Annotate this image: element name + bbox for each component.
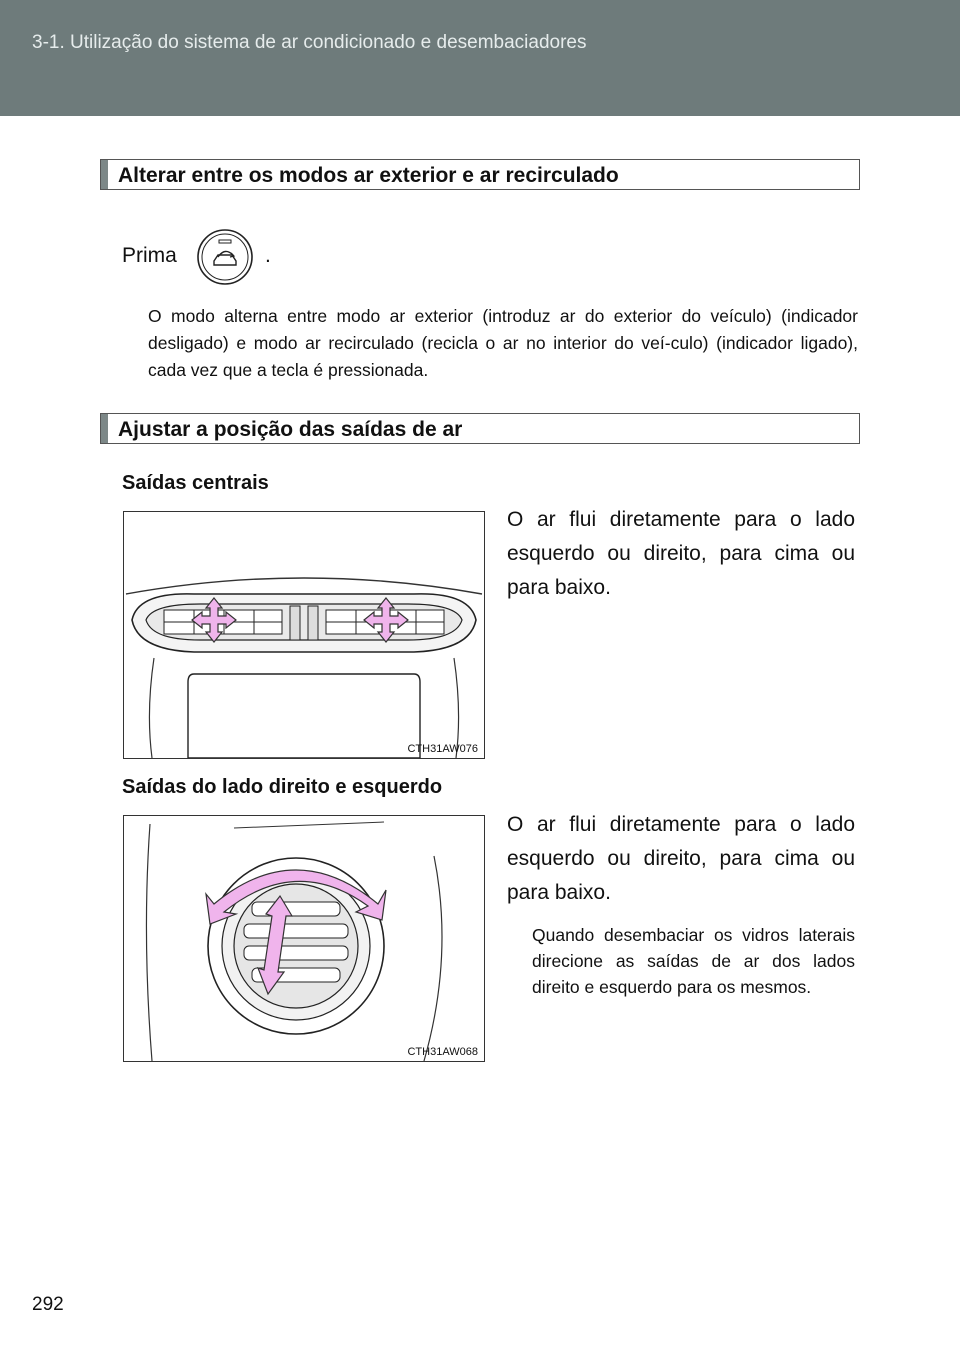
figure-code: CTH31AW068: [407, 1046, 478, 1058]
central-vents-description: O ar flui diretamente para o lado esquerdo ou direito, para cima ou para baixo.: [507, 508, 855, 599]
section-tab: [101, 414, 108, 443]
header-band: [0, 0, 960, 116]
section-heading-label: Ajustar a posição das saídas de ar: [118, 418, 463, 441]
prima-label: Prima: [122, 244, 177, 267]
recirculation-button-icon: [196, 228, 254, 286]
central-vents-illustration: [124, 512, 484, 758]
side-vents-note: Quando desembaciar os vidros laterais direcione as saídas de ar dos lados direito e esquerdo para os mesmos.: [532, 925, 855, 997]
mode-description: O modo alterna entre modo ar exterior (introduz ar do exterior do veículo) (indicador desligado) e modo ar recirculado (recicla o ar no interior do veí-culo) (indicador ligado), cada vez que a tecla é pressionada.: [148, 306, 858, 380]
page-number: 292: [32, 1294, 64, 1315]
section-heading-vent-position: [100, 413, 860, 444]
side-vents-illustration: [124, 816, 484, 1061]
central-vents-title: Saídas centrais: [122, 472, 269, 494]
side-vents-title: Saídas do lado direito e esquerdo: [122, 776, 443, 798]
figure-code: CTH31AW076: [407, 743, 478, 755]
chapter-title: 3-1. Utilização do sistema de ar condicionado e desembaciadores: [32, 32, 587, 53]
prima-period: .: [265, 244, 271, 267]
central-vents-figure: [123, 511, 485, 759]
section-heading-air-mode: [100, 159, 860, 190]
section-tab: [101, 160, 108, 189]
section-heading-label: Alterar entre os modos ar exterior e ar recirculado: [118, 164, 619, 187]
side-vents-figure: [123, 815, 485, 1062]
side-vents-description: O ar flui diretamente para o lado esquerdo ou direito, para cima ou para baixo.: [507, 813, 855, 904]
